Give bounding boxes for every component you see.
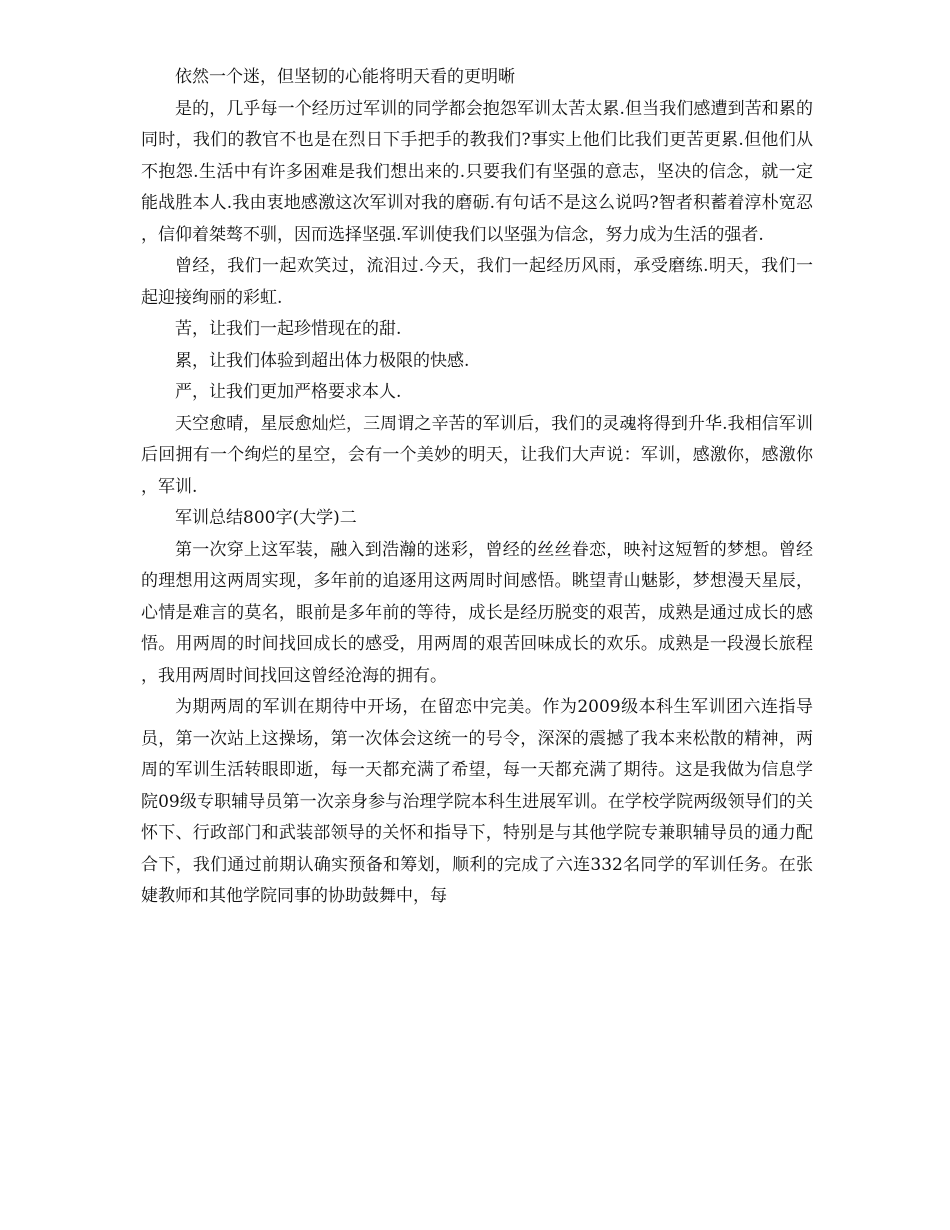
paragraph-10: 为期两周的军训在期待中开场，在留恋中完美。作为2009级本科生军训团六连指导员，第一次站上这操场，第一次体会这统一的号令，深深的震撼了我本来松散的精神，两周的军训生活转眼即逝，每一天都充满了希望，每一天都充满了期待。这是我做为信息学院09级专职辅导员第一次亲身参与治理学院本科生进展军训。在学校学院两级领导们的关怀下、行政部门和武装部领导的关怀和指导下，特别是与其他学院专兼职辅导员的通力配合下，我们通过前期认确实预备和筹划，顺利的完成了六连332名同学的军训任务。在张婕教师和其他学院同事的协助鼓舞中，每 — [141, 697, 813, 906]
paragraph-1: 依然一个迷，但坚韧的心能将明天看的更明晰 — [175, 67, 515, 87]
paragraph-3: 曾经，我们一起欢笑过，流泪过.今天，我们一起经历风雨，承受磨练.明天，我们一起迎接绚丽的彩虹. — [141, 256, 813, 308]
paragraph-6: 严，让我们更加严格要求本人. — [175, 382, 402, 402]
paragraph-7: 天空愈晴，星辰愈灿烂，三周谓之辛苦的军训后，我们的灵魂将得到升华.我相信军训后回拥有一个绚烂的星空，会有一个美妙的明天，让我们大声说：军训，感激你，感激你，军训. — [141, 413, 813, 497]
paragraph-2: 是的，几乎每一个经历过军训的同学都会抱怨军训太苦太累.但当我们感遭到苦和累的同时，我们的教官不也是在烈日下手把手的教我们?事实上他们比我们更苦更累.但他们从不抱怨.生活中有许多困难是我们想出来的.只要我们有坚强的意志，坚决的信念，就一定能战胜本人.我由衷地感激这次军训对我的磨砺.有句话不是这么说吗?智者积蓄着淳朴宽忍，信仰着桀骜不驯，因而选择坚强.军训使我们以坚强为信念，努力成为生活的强者. — [141, 98, 813, 245]
paragraph-4: 苦，让我们一起珍惜现在的甜. — [175, 319, 402, 339]
document-body — [141, 62, 813, 913]
paragraph-9: 第一次穿上这军装，融入到浩瀚的迷彩，曾经的丝丝眷恋，映衬这短暂的梦想。曾经的理想用这两周实现，多年前的追逐用这两周时间感悟。眺望青山魅影，梦想漫天星辰，心情是难言的莫名，眼前是多年前的等待，成长是经历脱变的艰苦，成熟是通过成长的感悟。用两周的时间找回成长的感受，用两周的艰苦回味成长的欢乐。成熟是一段漫长旅程，我用两周时间找回这曾经沧海的拥有。 — [141, 539, 813, 686]
paragraph-5: 累，让我们体验到超出体力极限的快感. — [175, 350, 470, 371]
section-heading: 军训总结800字(大学)二 — [175, 508, 357, 528]
